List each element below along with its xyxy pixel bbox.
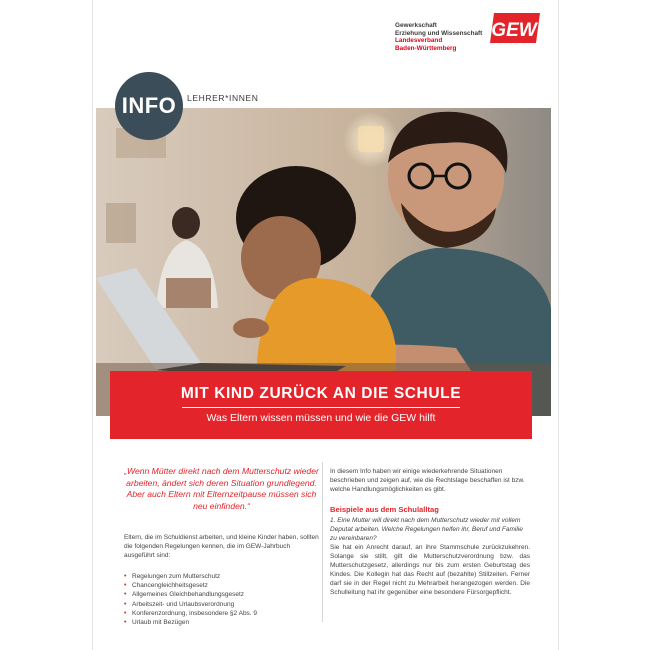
bullet-icon: • — [124, 609, 127, 617]
list-item-text: Allgemeines Gleichbehandlungsgesetz — [132, 591, 245, 599]
list-item-text: Urlaub mit Bezügen — [132, 619, 190, 627]
list-item — [124, 590, 319, 599]
bullet-icon: • — [124, 582, 127, 590]
hero-photo — [96, 108, 551, 416]
section-heading: Beispiele aus dem Schulalltag — [330, 505, 439, 514]
pull-quote: „Wenn Mütter direkt nach dem Mutterschutz wieder arbeiten, ändert sich deren Situation grundlegend. Aber auch Eltern mit Elternzeitpause müssen sich neu einfinden.“ — [124, 466, 319, 511]
bullet-icon: • — [124, 600, 127, 608]
example-answer: Sie hat ein Anrecht darauf, an ihre Stammschule zurückzukehren. Solange sie stillt, gilt die Mutterschutzverordnung bzw. das Mutterschutzgesetz, allerdings nur bis zum ersten Geburtstag des Kindes. Die Kollegin hat das Recht auf (bezahlte) Stillzeiten. Ferner darf sie in der Regel nicht zu Mehrarbeit herangezogen werden. Die Schulleitung hat ihr gegenüber eine besondere Fürsorgepflicht. — [330, 544, 530, 596]
org-line-4: Baden-Württemberg — [395, 44, 457, 52]
right-intro-text: In diesem Info haben wir einige wiederkehrende Situationen beschrieben und zeigen auf, wie die Rechtslage beschaffen ist bzw. welche Handlungsmöglichkeiten es gibt. — [330, 468, 525, 493]
list-item-text: Chancengleichheitsgesetz — [132, 582, 208, 590]
column-divider — [322, 462, 323, 622]
org-line-3: Landesverband — [395, 37, 443, 45]
title-divider — [182, 407, 460, 408]
title-banner — [110, 371, 532, 439]
svg-text:GEW: GEW — [491, 20, 537, 41]
regulations-list — [124, 572, 319, 627]
example-question: 1. Eine Mutter will direkt nach dem Mutterschutz wieder mit vollem Deputat arbeiten. Welche Regelungen helfen ihr, Beruf und Familie zu vereinbaren? — [330, 517, 523, 542]
photo-illustration — [96, 108, 551, 416]
bullet-icon: • — [124, 591, 127, 599]
page-title: MIT KIND ZURÜCK AN DIE SCHULE — [180, 385, 462, 402]
gew-logo — [490, 11, 542, 45]
list-item-text: Arbeitszeit- und Urlaubsverordnung — [132, 600, 235, 608]
list-item-text: Konferenzordnung, insbesondere §2 Abs. 9 — [132, 609, 258, 617]
list-item — [124, 600, 319, 609]
list-item — [124, 581, 319, 590]
left-intro-text: Eltern, die im Schuldienst arbeiten, und kleine Kinder haben, sollten die folgenden Regelungen kennen, die im GEW-Jahrbuch ausgeführt sind: — [124, 534, 319, 559]
info-badge — [115, 72, 183, 140]
list-item — [124, 572, 319, 581]
list-item — [124, 609, 319, 618]
info-badge-text: INFO — [121, 93, 177, 118]
org-line-2: Erziehung und Wissenschaft — [395, 29, 483, 37]
audience-label: LEHRER*INNEN — [187, 93, 259, 103]
org-line-1: Gewerkschaft — [395, 22, 437, 29]
list-item-text: Regelungen zum Mutterschutz — [132, 573, 221, 580]
list-item — [124, 618, 319, 627]
bullet-icon: • — [124, 619, 127, 627]
page-subtitle: Was Eltern wissen müssen und wie die GEW hilft — [206, 412, 436, 424]
bullet-icon: • — [124, 573, 127, 580]
organization-name — [395, 22, 487, 52]
